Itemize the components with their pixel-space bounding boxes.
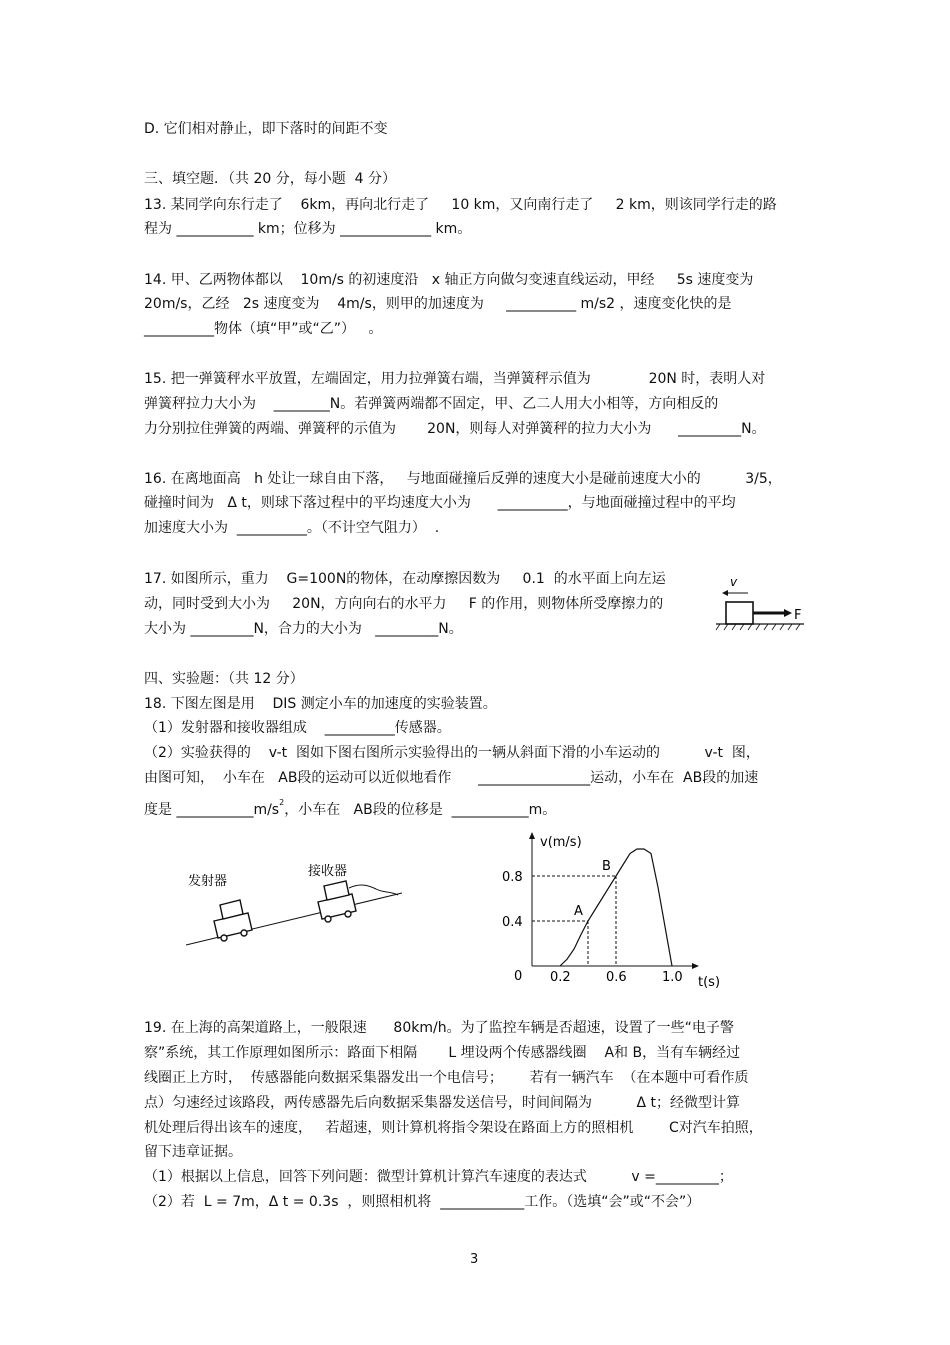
q15-line-2: 弹簧秤拉力大小为 ________N。若弹簧两端都不固定，甲、乙二人用大小相等，方向相反的 [144, 396, 719, 412]
q16-line-1: 16. 在离地面高 h 处让一球自由下落， 与地面碰撞后反弹的速度大小是碰前速度大小的 3/5， [144, 471, 782, 487]
q19-line-8: （2）若 L = 7m，Δ t = 0.3s ，则照相机将 ____________工作。（选填“会”或“不会”） [144, 1194, 701, 1210]
q18-line-3: （2）实验获得的 v-t 图如下图右图所示实验得出的一辆从斜面下滑的小车运动的 v-t 图， [144, 745, 760, 761]
y-tick-label-0.8: 0.8 [502, 870, 523, 885]
q17-line-2: 动，同时受到大小为 20N，方向向右的水平力 F 的作用，则物体所受摩擦力的 [144, 596, 664, 612]
emitter-cart [214, 900, 252, 941]
section-3-heading: 三、填空题．（共 20 分，每小题 4 分） [144, 171, 396, 187]
q19-line-6: 留下违章证据。 [144, 1144, 242, 1160]
q16-line-3: 加速度大小为 __________。（不计空气阻力） . [144, 520, 440, 536]
q19-line-7: （1）根据以上信息，回答下列问题：微型计算机计算汽车速度的表达式 v =_________； [144, 1169, 733, 1185]
chart-x-axis-arrow [692, 963, 699, 969]
x-tick-label-0.6: 0.6 [606, 970, 627, 985]
receiver-cable [349, 885, 398, 895]
chart-y-axis-arrow [529, 832, 535, 839]
q14-line-1: 14. 甲、乙两物体都以 10m/s 的初速度沿 x 轴正方向做匀变速直线运动，甲经 5s 速度变为 [144, 272, 754, 288]
point-label-A: A [574, 904, 583, 919]
q14-line-3: __________物体（填“甲”或“乙”） 。 [144, 321, 383, 337]
q19-line-4: 点）匀速经过该路段，两传感器先后向数据采集器发送信号，时间间隔为 Δ t；经微型计算 [144, 1095, 741, 1111]
q15-line-1: 15. 把一弹簧秤水平放置，左端固定，用力拉弹簧右端，当弹簧秤示值为 20N 时，表明人对 [144, 371, 766, 387]
q17-force-label: F [794, 608, 802, 623]
emitter-label: 发射器 [188, 874, 228, 889]
q14-line-2: 20m/s，乙经 2s 速度变为 4m/s，则甲的加速度为 __________ m/s2 ，速度变化快的是 [144, 296, 732, 312]
q17-figure [712, 572, 808, 634]
option-d: D. 它们相对静止，即下落时的间距不变 [144, 121, 388, 137]
q19-line-2: 察”系统，其工作原理如图所示：路面下相隔 L 埋设两个传感器线圈 A和 B，当有车辆经过 [144, 1045, 741, 1061]
q18-line-4: 由图可知， 小车在 AB段的运动可以近似地看作 ________________运动，小车在 AB段的加速 [144, 770, 759, 786]
chart-origin-label: 0 [514, 969, 523, 984]
dis-apparatus-figure [180, 855, 410, 955]
q15-line-3: 力分别拉住弹簧的两端、弹簧秤的示值为 20N，则每人对弹簧秤的拉力大小为 _________N。 [144, 421, 766, 437]
q18-line-1: 18. 下图左图是用 DIS 测定小车的加速度的实验装置。 [144, 696, 497, 712]
q18-line-5a: 度是 ___________m/s [144, 802, 280, 818]
q17-line-3: 大小为 _________N，合力的大小为 _________N。 [144, 621, 463, 637]
point-label-B: B [602, 859, 611, 874]
q19-line-1: 19. 在上海的高架道路上，一般限速 80km/h。为了监控车辆是否超速，设置了一些“电子警 [144, 1020, 734, 1036]
x-tick-label-1.0: 1.0 [662, 970, 683, 985]
receiver-label: 接收器 [308, 864, 348, 879]
q16-line-2: 碰撞时间为 Δ t，则球下落过程中的平均速度大小为 __________，与地面碰撞过程中的平均 [144, 495, 736, 511]
q19-line-5: 机处理后得出该车的速度， 若超速，则计算机将指令架设在路面上方的照相机 C对汽车拍照， [144, 1120, 763, 1136]
page-number: 3 [470, 1252, 479, 1267]
q17-velocity-arrowhead [722, 590, 728, 596]
chart-ylabel: v(m/s) [540, 835, 582, 850]
q17-velocity-label: v [730, 575, 738, 589]
q17-ground-hatch [716, 624, 800, 630]
q17-line-1: 17. 如图所示，重力 G=100N的物体，在动摩擦因数为 0.1 的水平面上向左运 [144, 571, 666, 587]
chart-xlabel: t(s) [698, 975, 721, 990]
q17-force-arrowhead [784, 609, 792, 617]
y-tick-label-0.4: 0.4 [502, 915, 523, 930]
q18-line-5 [144, 794, 556, 819]
q18-superscript: 2 [279, 798, 285, 807]
q13-line-2: 程为 ___________ km；位移为 _____________ km。 [144, 221, 472, 237]
q13-line-1: 13. 某同学向东行走了 6km，再向北行走了 10 km，又向南行走了 2 km，则该同学行走的路 [144, 197, 777, 213]
q18-line-2: （1）发射器和接收器组成 __________传感器。 [144, 720, 451, 736]
vt-chart [490, 826, 730, 996]
section-4-heading: 四、实验题：（共 12 分） [144, 671, 304, 687]
q17-block [726, 602, 753, 624]
q19-line-3: 线圈正上方时， 传感器能向数据采集器发出一个电信号； 若有一辆汽车 （在本题中可看作质 [144, 1070, 749, 1086]
q18-line-5b: ，小车在 AB段的位移是 ___________m。 [284, 802, 557, 818]
x-tick-label-0.2: 0.2 [550, 970, 571, 985]
